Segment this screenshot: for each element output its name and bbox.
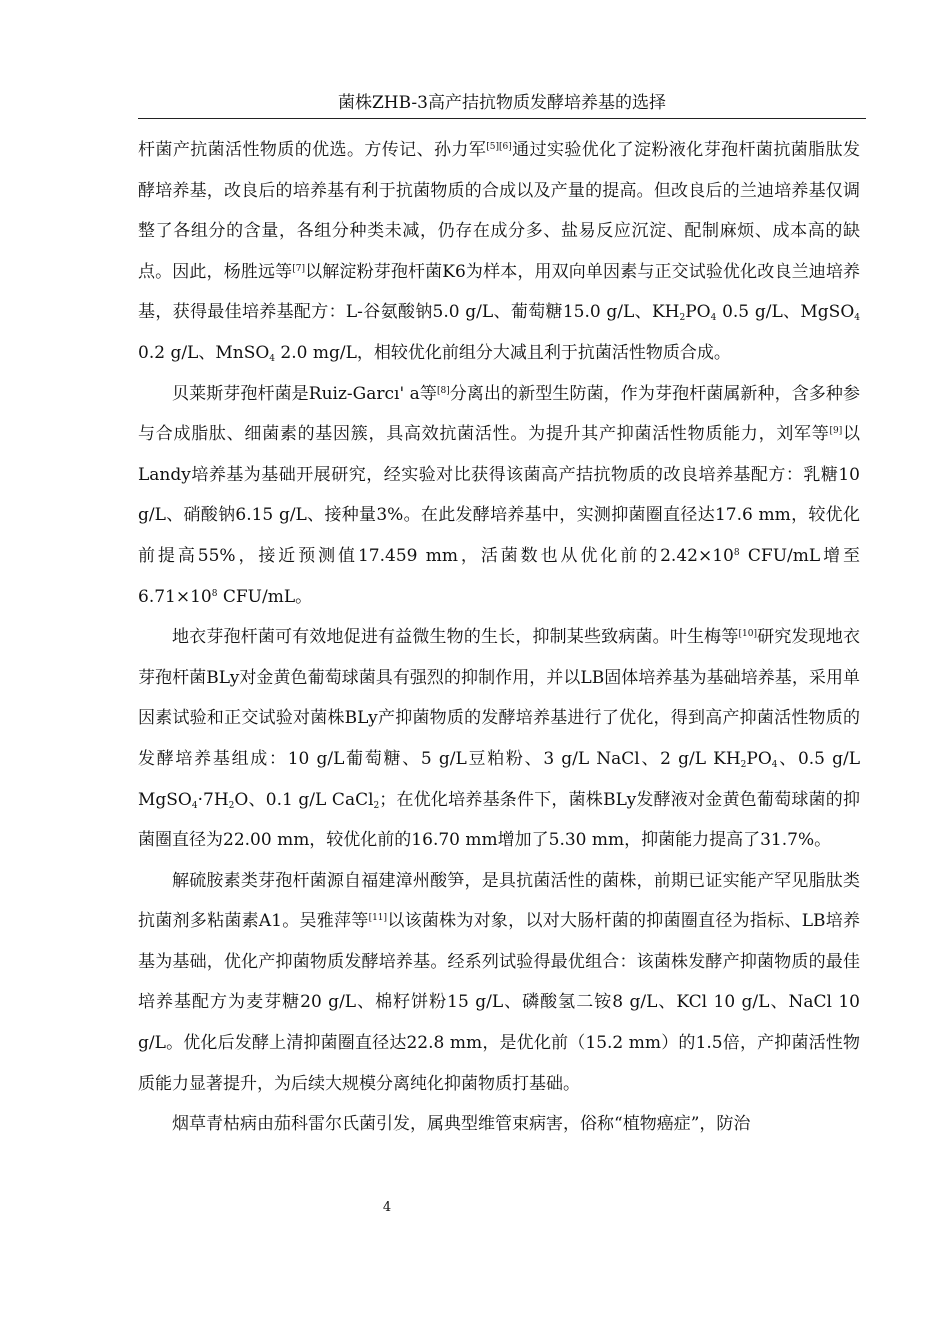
- page-number: 4: [382, 1200, 392, 1215]
- citation-ref[interactable]: [9]: [829, 426, 843, 437]
- citation-ref[interactable]: [11]: [368, 913, 388, 924]
- citation-ref[interactable]: [8]: [436, 385, 450, 396]
- running-header: [138, 92, 866, 116]
- header-divider: [138, 118, 866, 119]
- citation-ref[interactable]: [7]: [292, 263, 306, 274]
- citation-ref[interactable]: [5][6]: [486, 142, 512, 152]
- body-text: [138, 130, 860, 1145]
- paragraph-3: 地衣芽孢杆菌可有效地促进有益微生物的生长，抑制某些致病菌。叶生梅等[10]研究发现地衣芽孢杆菌BLy对金黄色葡萄球菌具有强烈的抑制作用，并以LB固体培养基为基础培养基，采用单因素试验和正交试验对菌株BLy产抑菌物质的发酵培养基进行了优化，得到高产抑菌活性物质的发酵培养基组成：10 g/L葡萄糖、5 g/L豆粕粉、3 g/L NaCl、2 g/L $KH_2PO_4$、0.5 g/L $MgSO_4\cdot 7H_2O$、0.1 g/L CaCl$_2$；在优化培养基条件下，菌株BLy发酵液对金黄色葡萄球菌的抑菌圈直径为22.00 mm，较优化前的16.70 mm增加了5.30 mm，抑菌能力提高了31.7%。: [138, 627, 861, 851]
- citation-ref[interactable]: [10]: [738, 629, 757, 640]
- paragraph-2: 贝莱斯芽孢杆菌是Ruiz-Garcı' a等[8]分离出的新型生防菌，作为芽孢杆菌属新种，含多种参与合成脂肽、细菌素的基因簇，具高效抗菌活性。为提升其产抑菌活性物质能力，刘军等[9]以Landy培养基为基础开展研究，经实验对比获得该菌高产拮抗物质的改良培养基配方：乳糖10 g/L、硝酸钠6.15 g/L、接种量3%。在此发酵培养基中，实测抑菌圈直径达17.6 mm，较优化前提高55%，接近预测值17.459 mm，活菌数也从优化前的$2.42\times 10^8$ CFU/mL增至$6.71\times 10^8$ CFU/mL。: [138, 383, 861, 607]
- paragraph-5: 烟草青枯病由茄科雷尔氏菌引发，属典型维管束病害，俗称“植物癌症”，防治: [172, 1114, 751, 1135]
- running-header-title: 菌株ZHB-3高产拮抗物质发酵培养基的选择: [337, 93, 666, 113]
- paragraph-4: 解硫胺素类芽孢杆菌源自福建漳州酸笋，是具抗菌活性的菌株，前期已证实能产罕见脂肽类抗菌剂多粘菌素A1。吴雅萍等[11]以该菌株为对象，以对大肠杆菌的抑菌圈直径为指标、LB培养基为基础，优化产抑菌物质发酵培养基。经系列试验得最优组合：该菌株发酵产抑菌物质的最佳培养基配方为麦芽糖20 g/L、棉籽饼粉15 g/L、磷酸氢二铵8 g/L、KCl 10 g/L、NaCl 10 g/L。优化后发酵上清抑菌圈直径达22.8 mm，是优化前（15.2 mm）的1.5倍，产抑菌活性物质能力显著提升，为后续大规模分离纯化抑菌物质打基础。: [138, 870, 861, 1094]
- paragraph-1: 杆菌产抗菌活性物质的优选。方传记、孙力军[5][6]通过实验优化了淀粉液化芽孢杆菌抗菌脂肽发酵培养基，改良后的培养基有利于抗菌物质的合成以及产量的提高。但改良后的兰迪培养基仅调整了各组分的含量，各组分种类未减，仍存在成分多、盐易反应沉淀、配制麻烦、成本高的缺点。因此，杨胜远等[7]以解淀粉芽孢杆菌K6为样本，用双向单因素与正交试验优化改良兰迪培养基，获得最佳培养基配方：L-谷氨酸钠5.0 g/L、葡萄糖15.0 g/L、$KH_2PO_4$ 0.5 g/L、MgSO$_4$ 0.2 g/L、MnSO$_4$ 2.0 mg/L，相较优化前组分大减且利于抗菌活性物质合成。: [138, 140, 861, 364]
